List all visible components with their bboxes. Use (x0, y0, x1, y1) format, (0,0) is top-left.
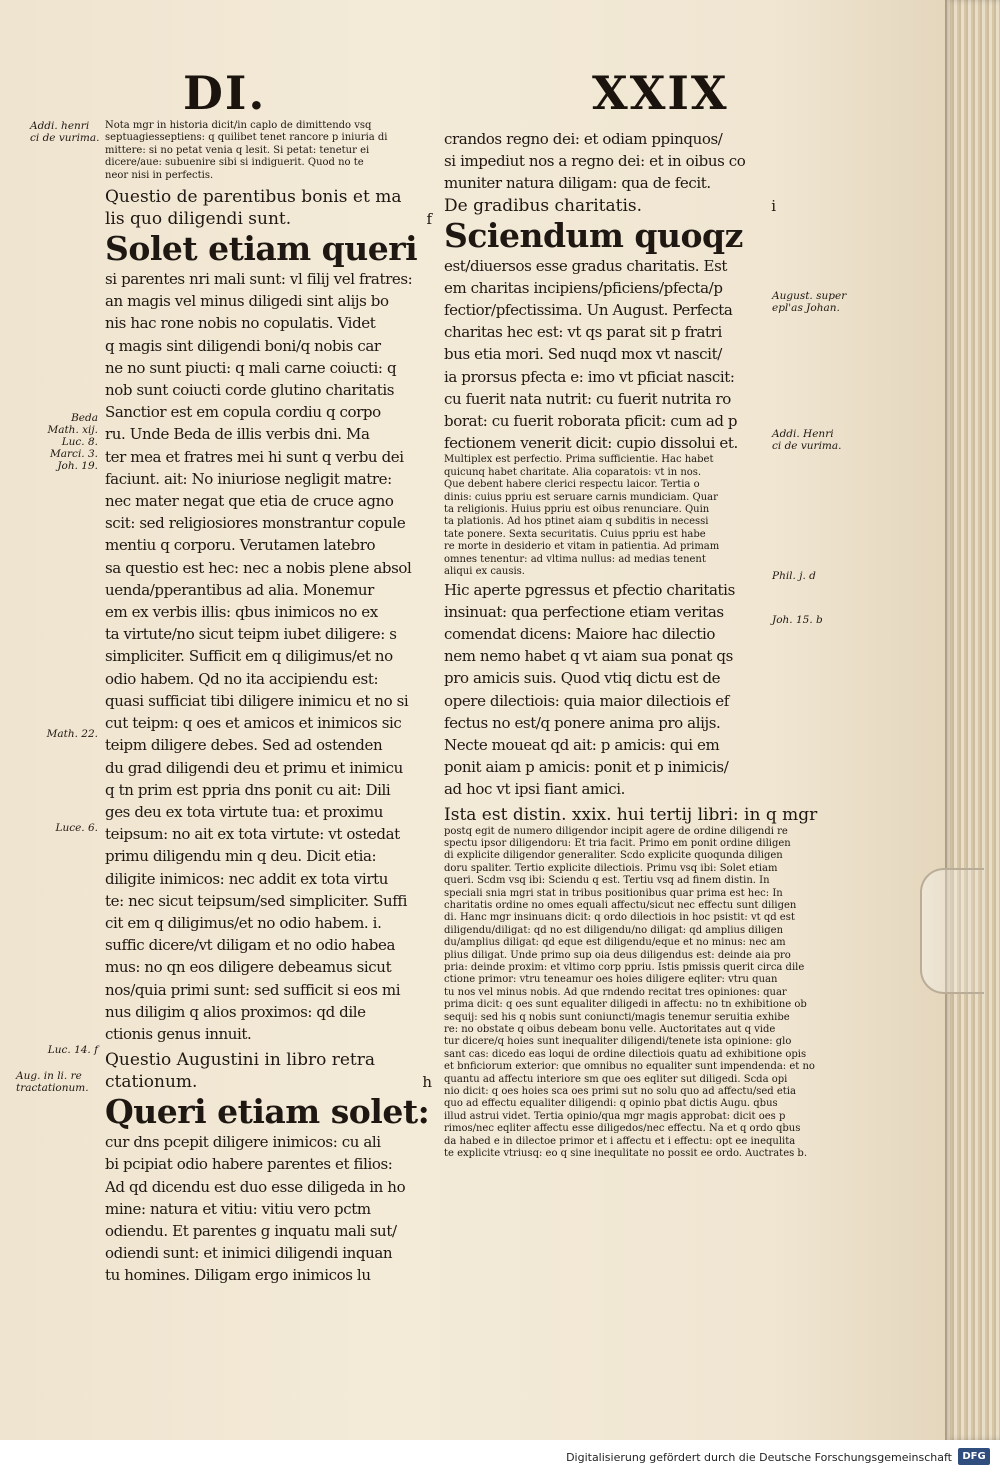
heading-line (105, 1071, 430, 1093)
text-line: teipm diligere debes. Sed ad ostenden (105, 736, 383, 755)
text-line: charitatis ordine no omes equali affectu/sicut nec effectu sunt diligen (444, 899, 797, 911)
text-line: bi pcipiat odio habere parentes et filios: (105, 1155, 393, 1174)
text-line: plius diligat. Unde primo sup oia deus diligendus est: deinde aia pro (444, 949, 791, 961)
text-line: ia prorsus pfecta e: imo vt pficiat nascit: (444, 367, 735, 386)
text-line: Necte moueat qd ait: p amicis: qui em (444, 735, 720, 754)
text-line: doru spaliter. Tertio explicite dilectiois. Primu vsq ibi: Solet etiam (444, 862, 778, 874)
text-line: em ex verbis illis: qbus inimicos no ex (105, 603, 378, 622)
text-line: odio habem. Qd no ita accipiendu est: (105, 669, 379, 688)
text-line: Multiplex est perfectio. Prima sufficientie. Hac habet (444, 454, 714, 466)
text-line: crandos regno dei: et odiam ppinquos/ (444, 130, 723, 148)
margin-line: Marci. 3. (50, 448, 98, 460)
text-line: ta plationis. Ad hos ptinet aiam q subditis in necessi (444, 516, 709, 528)
heading-text: De gradibus charitatis. (444, 195, 643, 216)
folio-right: XXIX (592, 66, 729, 120)
text-line: ges deu ex tota virtute tua: et proximu (105, 802, 384, 821)
text-line: ponit aiam p amicis: ponit et p inimicis/ (444, 758, 729, 777)
text-line: da habed e in dilectoe primor et i affectu et i effectu: opt ee inequlita (444, 1135, 796, 1147)
margin-note-addi-henrici (30, 120, 99, 144)
text-line: illud astrui videt. Tertia opinio/qua mgr magis approbat: dicit oes p (444, 1110, 786, 1122)
text-line: sant cas: dicedo eas loqui de ordine dilectiois quatu ad exhibitione opis (444, 1048, 807, 1060)
text-line: odiendi sunt: et inimici diligendi inquan (105, 1244, 393, 1263)
left-column (105, 120, 430, 1287)
distinction-heading: Ista est distin. xxix. hui tertij libri: in q mgr (444, 804, 818, 825)
text-line: primu diligendu min q deu. Dicit etia: (105, 847, 377, 866)
text-line: pria: deinde proxim: et vltimo corp ppriu. Istis pmissis querit circa dile (444, 962, 805, 973)
text-line: diligendu/diligat: qd no est diligendu/no diligat: qd amplius diligen (444, 924, 784, 936)
text-line: dicere/aue: subuenire sibi si indiguerit. Quod no te (105, 157, 364, 169)
section-mark: h (422, 1073, 432, 1092)
section-mark: i (771, 196, 776, 215)
margin-note-luc14: Luc. 14. f (47, 1044, 98, 1056)
text-line: nec mater negat que etia de cruce agno (105, 492, 394, 511)
text-line: aliqui ex causis. (444, 566, 525, 578)
dfg-logo: DFG (958, 1448, 990, 1465)
margin-line: Aug. in li. re (16, 1070, 82, 1082)
margin-line: August. super (772, 290, 847, 302)
text-line: nos/quia primi sunt: sed sufficit si eos mi (105, 980, 401, 999)
text-line: sa questio est hec: nec a nobis plene absol (105, 558, 412, 577)
margin-note-math22: Math. 22. (46, 728, 98, 740)
folio-left: DI. (183, 66, 267, 120)
text-line: insinuat: qua perfectione etiam veritas (444, 602, 724, 621)
text-line: em charitas incipiens/pficiens/pfecta/p (444, 278, 723, 297)
text-line: diligite inimicos: nec addit ex tota virtu (105, 869, 388, 888)
text-line: simpliciter. Sufficit em q diligimus/et no (105, 647, 393, 666)
text-line: queri. Scdm vsq ibi: Sciendu q est. Tertiu vsq ad finem distin. In (444, 875, 770, 887)
text-line: omnes tenentur: ad vltima nullus: ad medias tenent (444, 553, 706, 565)
text-line: fectus no est/q ponere anima pro alijs. (444, 713, 721, 732)
margin-note-aug-retract (16, 1070, 89, 1094)
text-line: ctione primor: vtru teneamur oes hoies diligere eqliter: vtru quan (444, 974, 778, 986)
text-line: teipsum: no ait ex tota virtute: vt ostedat (105, 825, 400, 844)
margin-line: ci de vurima. (30, 132, 100, 144)
right-intro (444, 128, 774, 195)
text-line: pro amicis suis. Quod vtiq dictu est de (444, 669, 721, 688)
text-line: Que debent habere clerici respectu laicor. Tertia o (444, 479, 700, 491)
text-line: cur dns pcepit diligere inimicos: cu ali (105, 1133, 381, 1152)
text-line: borat: cu fuerit roborata pficit: cum ad p (444, 412, 738, 431)
commentary-text (444, 825, 815, 1161)
margin-note-luce6: Luce. 6. (55, 822, 98, 834)
text-line: opere dilectiois: quia maior dilectiois ef (444, 691, 729, 710)
text-line: te explicite vtriusq: eo q sine inequlitate no possit ee ordo. Auctrates b. (444, 1148, 807, 1160)
heading-line (105, 208, 430, 230)
text-line: q tn prim est ppria dns ponit cu ait: Dili (105, 780, 391, 799)
text-line: quo ad effectu equaliter diligendi: q opinio pbat dictis Augu. qbus (444, 1098, 778, 1110)
text-line: di explicite diligendor generaliter. Scdo explicite quoqunda diligen (444, 850, 783, 862)
text-line: muniter natura diligam: qua de fecit. (444, 174, 711, 193)
text-line: quasi sufficiat tibi diligere inimicu et no si (105, 691, 409, 710)
body-text-4 (444, 579, 774, 801)
text-line: tate ponere. Sexta securitatis. Cuius ppriu est habe (444, 528, 706, 540)
text-line: Nota mgr in historia dicit/in caplo de dimittendo vsq (105, 120, 372, 131)
text-line: du/amplius diligat: qd eque est diligendu/eque et no minus: nec am (444, 937, 786, 949)
text-line: odiendu. Et parentes g inquatu mali sut/ (105, 1221, 397, 1240)
text-line: et bnficiorum exterior: que omnibus no equaliter sunt impendenda: et no (444, 1061, 815, 1073)
text-line: uenda/pperantibus ad alia. Monemur (105, 580, 374, 599)
text-line: Hic aperte pgressus et pfectio charitatis (444, 580, 735, 599)
text-line: si parentes nri mali sunt: vl filij vel fratres: (105, 270, 413, 289)
display-incipit: Queri etiam solet: (105, 1092, 430, 1132)
text-line: neor nisi in perfectis. (105, 169, 214, 181)
heading-line: Questio de parentibus bonis et ma (105, 187, 402, 208)
margin-line: Joh. 19. (57, 460, 98, 472)
heading-line: Questio Augustini in libro retra (105, 1050, 376, 1071)
bookmark-clip (920, 868, 984, 994)
text-line: mine: natura et vitiu: vitiu vero pctm (105, 1199, 371, 1218)
page-edges (945, 0, 1000, 1440)
text-line: dinis: cuius ppriu est seruare carnis mundiciam. Quar (444, 491, 718, 503)
text-line: di. Hanc mgr insinuans dicit: q ordo dilectiois in hoc psistit: vt qd est (444, 912, 795, 924)
text-line: quicunq habet charitate. Alia coparatois: vt in nos. (444, 466, 702, 478)
text-line: nus diligim q alios proximos: qd dile (105, 1002, 366, 1021)
body-text-1 (105, 268, 430, 1045)
margin-note-beda (20, 412, 98, 472)
text-line: bus etia mori. Sed nuqd mox vt nascit/ (444, 345, 722, 364)
text-line: ru. Unde Beda de illis verbis dni. Ma (105, 425, 370, 444)
margin-line: ci de vurima. (772, 440, 842, 452)
text-line: Sanctior est em copula cordiu q corpo (105, 403, 381, 422)
text-line: tu homines. Diligam ergo inimicos lu (105, 1266, 371, 1285)
text-line: mittere: si no petat venia q lesit. Si petat: tenetur ei (105, 144, 370, 156)
margin-line: Math. xij. (47, 424, 98, 436)
text-line: si impediut nos a regno dei: et in oibus co (444, 152, 746, 171)
section-heading-parents (105, 186, 430, 230)
margin-line: Beda (71, 412, 98, 424)
text-line: sequij: sed his q nobis sunt coniuncti/magis tenemur seruitia exhibe (444, 1011, 790, 1023)
margin-line: Luc. 8. (61, 436, 98, 448)
margin-note-phil: Phil. j. d (772, 570, 816, 582)
text-line: te: nec sicut teipsum/sed simpliciter. Suffi (105, 891, 407, 910)
footer-bar (0, 1440, 1000, 1475)
text-line: ta virtute/no sicut teipm iubet diligere: s (105, 625, 397, 644)
section-mark: f (426, 210, 432, 229)
text-line: comendat dicens: Maiore hac dilectio (444, 624, 716, 643)
heading-text: lis quo diligendi sunt. (105, 209, 292, 230)
text-line: ter mea et fratres mei hi sunt q verbu dei (105, 447, 404, 466)
text-line: nem nemo habet q vt aiam sua ponat qs (444, 647, 733, 666)
margin-line: epl'as Johan. (772, 302, 840, 314)
text-line: ne no sunt piucti: q mali carne coiucti: q (105, 358, 397, 377)
text-line: suffic dicere/vt diligam et no odio habea (105, 936, 395, 955)
display-incipit: Sciendum quoqz (444, 215, 743, 255)
text-line: prima dicit: q oes sunt equaliter diligedi in affectu: no tn exhibitione ob (444, 999, 807, 1011)
margin-note-joh15: Joh. 15. b (772, 614, 823, 626)
text-line: charitas hec est: vt qs parat sit p fratri (444, 323, 722, 342)
text-line: Ad qd dicendu est duo esse diligeda in ho (105, 1177, 406, 1196)
text-line: ctionis genus innuit. (105, 1024, 252, 1043)
text-line: du grad diligendi deu et primu et inimicu (105, 758, 403, 777)
margin-note-addi-henrici-2 (772, 428, 841, 452)
text-line: rimos/nec eqliter affectu esse diligedos/nec effectu. Na et q ordo qbus (444, 1123, 801, 1135)
text-line: q magis sint diligendi boni/q nobis car (105, 336, 381, 355)
text-line: nio dicit: q oes hoies sca oes primi sut no solu quo ad affectu/sed etia (444, 1086, 796, 1098)
text-line: tu nos vel minus nobis. Ad que rndendo recitat tres opiniones: quar (444, 986, 787, 998)
text-line: mus: no qn eos diligere debeamus sicut (105, 958, 392, 977)
heading-text: ctationum. (105, 1072, 198, 1093)
margin-line: Addi. Henri (772, 428, 834, 440)
text-line: tur dicere/q hoies sunt inequaliter diligendi/tenete ista opinione: glo (444, 1036, 792, 1048)
display-incipit: Solet etiam queri (105, 229, 418, 269)
text-line: quantu ad affectu interiore sm que oes eqliter sut diligedi. Scda opi (444, 1073, 788, 1085)
text-line: mentiu q corporu. Verutamen latebro (105, 536, 376, 555)
margin-line: Addi. henri (30, 120, 90, 132)
text-line: fectionem venerit dicit: cupio dissolui et. (444, 434, 738, 453)
section-heading-degrees (444, 195, 774, 217)
text-line: cit em q diligimus/et no odio habem. i. (105, 913, 382, 932)
text-line: ad hoc vt ipsi fiant amici. (444, 780, 625, 799)
text-line: fectior/pfectissima. Un August. Perfecta (444, 301, 733, 320)
text-line: nis hac rone nobis no copulatis. Videt (105, 314, 376, 333)
text-line: faciunt. ait: No iniuriose negligit matre: (105, 469, 392, 488)
margin-line: tractationum. (16, 1082, 89, 1094)
text-line: septuagiesseptiens: q quilibet tenet rancore p iniuria di (105, 132, 388, 144)
text-line: re morte in desiderio et vitam in patientia. Ad primam (444, 541, 720, 553)
text-line: nob sunt coiucti corde glutino charitatis (105, 381, 395, 400)
text-line: speciali snia mgri stat in tribus positionibus quar prima est hec: In (444, 887, 783, 899)
text-line: est/diuersos esse gradus charitatis. Est (444, 256, 727, 275)
text-line: postq egit de numero diligendor incipit agere de ordine diligendi re (444, 825, 788, 837)
text-line: cu fuerit nata nutrit: cu fuerit nutrita ro (444, 389, 731, 408)
text-line: spectu ipsor diligendoru: Et tria facit. Primo em ponit ordine diligen (444, 837, 791, 849)
text-line: cut teipm: q oes et amicos et inimicos sic (105, 714, 402, 733)
text-line: an magis vel minus diligedi sint alijs bo (105, 292, 389, 311)
section-heading-augustine (105, 1049, 430, 1093)
margin-note-august-super (772, 290, 846, 314)
left-intro-note (105, 120, 430, 182)
perfection-note (444, 454, 774, 578)
text-line: ta religionis. Huius ppriu est oibus renunciare. Quin (444, 504, 710, 516)
text-line: re: no obstate q oibus debeam bonu velle. Auctoritates aut q vide (444, 1024, 776, 1036)
funding-credit: Digitalisierung gefördert durch die Deutsche Forschungsgemeinschaft (566, 1451, 952, 1464)
text-line: scit: sed religiosiores monstrantur copule (105, 514, 406, 533)
body-text-2 (105, 1131, 430, 1286)
body-text-3 (444, 255, 774, 455)
